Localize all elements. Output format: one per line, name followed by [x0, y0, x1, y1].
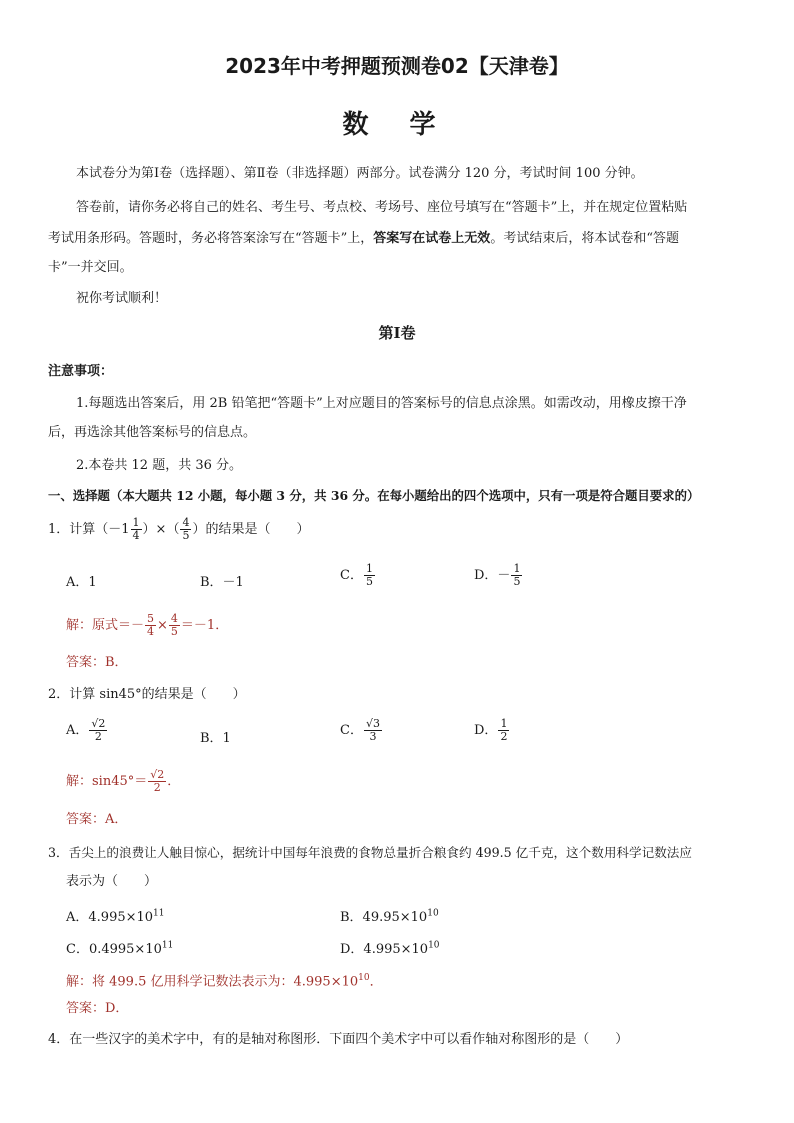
q3-option-a — [66, 906, 165, 925]
intro-line-3 — [48, 227, 679, 251]
q1-option-c-numerator: 1 — [365, 562, 373, 575]
q2-option-a-numerator: √2 — [91, 717, 106, 730]
q1-prefix: 1．计算（－1 — [48, 522, 130, 537]
intro-line-1: 本试卷分为第Ⅰ卷（选择题）、第Ⅱ卷（非选择题）两部分。试卷满分 120 分，考试时间 100 分钟。 — [76, 166, 644, 181]
q2-option-b: B．1 — [200, 731, 231, 746]
q1-solution-times: × — [157, 618, 168, 633]
q1-mixed-fraction — [131, 517, 142, 542]
q1-fraction-numerator: 4 — [182, 516, 190, 529]
q1-mixed-numerator: 1 — [132, 516, 140, 529]
q2-solution-fraction — [148, 769, 166, 794]
q1-answer: 答案：B． — [66, 655, 128, 670]
q2-option-d-numerator: 1 — [500, 717, 508, 730]
q2-option-c-fraction — [364, 718, 382, 743]
q2-solution — [66, 766, 180, 798]
q1-times: ）×（ — [142, 522, 180, 537]
q1-solution-prefix: 解：原式＝－ — [66, 618, 145, 633]
q1-option-c-label: C． — [340, 568, 363, 583]
q3-solution-exponent: 10 — [358, 973, 370, 983]
subject-title: 数 学 — [342, 110, 452, 140]
q2-option-a-label: A． — [66, 723, 89, 738]
q1-option-d — [474, 563, 523, 588]
q1-solution-suffix: ＝－1． — [180, 618, 229, 633]
intro-line-3-end: 。考试结束后，将本试卷和“答题 — [490, 231, 679, 246]
q1-solution-denominator-1: 4 — [147, 625, 155, 638]
q1-solution-fraction-1 — [145, 613, 156, 638]
q3-option-c-exponent: 11 — [161, 940, 174, 951]
q1-mixed-denominator: 4 — [132, 529, 140, 542]
q3-solution-suffix: ． — [369, 974, 383, 990]
q1-option-c — [340, 563, 376, 588]
q2-answer: 答案：A． — [66, 812, 128, 827]
note-2: 2.本卷共 12 题，共 36 分。 — [76, 458, 243, 473]
intro-line-5: 祝你考试顺利！ — [76, 291, 168, 306]
question-3-line-1: 3．舌尖上的浪费让人触目惊心，据统计中国每年浪费的食物总量折合粮食约 499.5 亿千克，这个数用科学记数法应 — [48, 845, 692, 860]
q2-solution-prefix: 解：sin45°＝ — [66, 774, 148, 789]
note-1-line-2: 后，再选涂其他答案标号的信息点。 — [48, 425, 257, 440]
intro-line-4: 卡”一并交回。 — [48, 260, 133, 275]
q3-option-a-exponent: 11 — [153, 908, 165, 919]
q2-option-d — [474, 718, 510, 743]
q3-option-b-base: B．49.95×10 — [340, 910, 428, 925]
q3-option-a-base: A．4.995×10 — [66, 910, 154, 925]
q1-solution-fraction-2 — [169, 613, 180, 638]
q3-solution-base: 解：将 499.5 亿用科学记数法表示为：4.995×10 — [66, 974, 359, 990]
q3-option-c — [66, 938, 173, 957]
q3-option-b-exponent: 10 — [427, 908, 439, 919]
page-title: 2023年中考押题预测卷02【天津卷】 — [225, 54, 569, 78]
q1-fraction — [180, 517, 191, 542]
q1-suffix: ）的结果是（ ） — [192, 522, 310, 537]
question-3-line-2: 表示为（ ） — [66, 874, 158, 889]
q2-option-a-denominator: 2 — [94, 730, 102, 743]
q2-option-d-fraction — [498, 718, 509, 743]
q3-option-b — [340, 906, 439, 925]
intro-line-2: 答卷前，请你务必将自己的姓名、考生号、考点校、考场号、座位号填写在“答题卡”上，并在规定位置粘贴 — [76, 200, 688, 215]
q3-option-c-base: C．0.4995×10 — [66, 942, 162, 957]
q1-option-d-numerator: 1 — [513, 562, 521, 575]
section-title: 第Ⅰ卷 — [378, 324, 416, 342]
q1-solution-numerator-1: 5 — [147, 612, 155, 625]
question-1 — [48, 514, 309, 546]
q1-solution — [66, 610, 228, 642]
note-1-line-1: 1.每题选出答案后，用 2B 铅笔把“答题卡”上对应题目的答案标号的信息点涂黑。如需改动，用橡皮擦干净 — [76, 396, 687, 411]
q2-solution-suffix: ． — [167, 774, 181, 789]
q2-option-c — [340, 718, 383, 743]
question-4: 4．在一些汉字的美术字中，有的是轴对称图形．下面四个美术字中可以看作轴对称图形的是（ ） — [48, 1032, 629, 1047]
q1-option-d-fraction — [511, 563, 522, 588]
q1-option-a: A．1 — [66, 575, 97, 590]
q2-solution-numerator: √2 — [150, 768, 165, 781]
intro-line-3-emphasis: 答案写在试卷上无效 — [373, 231, 491, 246]
q1-option-d-label: D．－ — [474, 568, 511, 583]
q3-answer: 答案：D． — [66, 1001, 129, 1016]
q2-solution-denominator: 2 — [153, 781, 161, 794]
q1-option-d-denominator: 5 — [513, 575, 521, 588]
notes-label: 注意事项： — [48, 364, 114, 379]
q1-option-b: B．－1 — [200, 575, 244, 590]
part-1-heading: 一、选择题（本大题共 12 小题，每小题 3 分，共 36 分。在每小题给出的四个选项中，只有一项是符合题目要求的） — [48, 488, 700, 503]
q2-option-a-fraction — [89, 718, 107, 743]
q3-option-d-base: D．4.995×10 — [340, 942, 429, 957]
q1-fraction-denominator: 5 — [182, 529, 190, 542]
q1-solution-numerator-2: 4 — [170, 612, 178, 625]
q3-solution — [66, 966, 383, 994]
q2-option-d-denominator: 2 — [500, 730, 508, 743]
intro-line-3-start: 考试用条形码。答题时，务必将答案涂写在“答题卡”上， — [48, 231, 374, 246]
question-2: 2．计算 sin45°的结果是（ ） — [48, 687, 246, 702]
q2-option-c-numerator: √3 — [365, 717, 380, 730]
q1-solution-denominator-2: 5 — [170, 625, 178, 638]
q2-option-d-label: D． — [474, 723, 498, 738]
q1-option-c-denominator: 5 — [365, 575, 373, 588]
q3-option-d — [340, 938, 440, 957]
q2-option-c-label: C． — [340, 723, 363, 738]
q2-option-a — [66, 718, 108, 743]
q3-option-d-exponent: 10 — [428, 940, 440, 951]
q1-option-c-fraction — [364, 563, 375, 588]
q2-option-c-denominator: 3 — [369, 730, 377, 743]
